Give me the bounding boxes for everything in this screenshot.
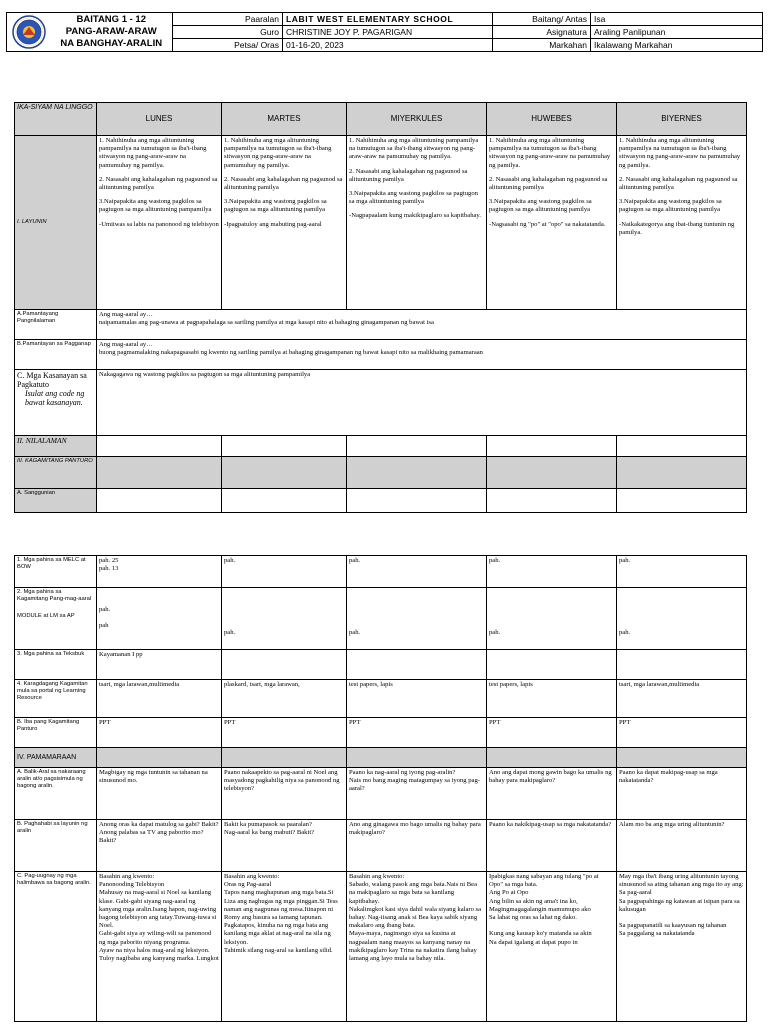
title-line-2: PANG-ARAW-ARAW [65, 26, 157, 37]
layunin-text: -Umiiwas sa labis na panonood ng telebisyon [99, 220, 219, 228]
resource-cell: pah. [347, 588, 487, 650]
pamamaraan-cell [487, 748, 617, 768]
header-title [51, 13, 173, 52]
resource-cell: plaskard, tsart, mga larawan, [222, 680, 347, 718]
procedure-cell: Paano nakaapekto sa pag-aaral ni Noel ang masyadong pagkahilig niya sa panonood ng telebisyon? [222, 768, 347, 820]
resource-cell: pah. [487, 588, 617, 650]
pamamaraan-cell [347, 748, 487, 768]
day-header-lunes: LUNES [97, 103, 222, 136]
resource-cell: tsart, mga larawan,multimedia [617, 680, 747, 718]
nilalaman-cell [97, 436, 222, 457]
layunin-text: 2. Nasasabi ang kahalagahan ng pagsunod sa alituntuning pamilya [349, 167, 468, 183]
procedure-cell: Ano ang ginagawa mo bago umalis ng bahay para makipaglaro? [347, 820, 487, 872]
kagamitang-cell [487, 457, 617, 489]
layunin-text: -Ipagpatuloy ang mabuting pag-aaral [224, 220, 322, 228]
resource-cell [347, 650, 487, 680]
resource-cell: pah. [347, 556, 487, 588]
sanggunian-cell [617, 489, 747, 513]
resource-cell: pah. pah [97, 588, 222, 650]
resource-sublabel: MODULE at LM sa AP [17, 613, 75, 619]
resource-cell: pah. [222, 556, 347, 588]
pamantayang-pangnilalaman-text [97, 310, 747, 340]
resource-cell: pah. [617, 588, 747, 650]
day-header-martes: MARTES [222, 103, 347, 136]
layunin-text: 3.Naipapakita ang wastong pagkilos sa pagtugon sa mga alituntuning pamilya [489, 198, 592, 214]
layunin-miyerkules [347, 136, 487, 310]
layunin-text: 1. Nahihinuha ang mga alituntuning pampamilya na tumutugon sa iba't-ibang sitwasyon ng pang-araw-araw na pamumuhay ng pamilya. [99, 137, 207, 169]
guro-value: CHRISTINE JOY P. PAGARIGAN [283, 26, 493, 39]
procedure-cell: Magbigay ng mga tuntunin sa tahanan na sinusunod mo. [97, 768, 222, 820]
deped-seal-icon [12, 15, 46, 49]
mga-kasanayan-label: C. Mga Kasanayan sa Pagkatuto [17, 371, 87, 389]
procedure-cell: Bakit ka pumapasok sa paaralan? Nag-aaral ka bang mabuti? Bakit? [222, 820, 347, 872]
petsa-label: Petsa/ Oras [173, 39, 283, 52]
resource-label: 1. Mga pahina sa MELC at BOW [15, 556, 97, 588]
nilalaman-cell [347, 436, 487, 457]
day-header-miyerkules: MIYERKULES [347, 103, 487, 136]
layunin-text: 3.Naipapakita ang wastong pagkilos sa pagtugon sa mga alituntuning pamilya [349, 190, 478, 206]
layunin-text: 3.Naipapakita ang wastong pagkilos sa pagtugon sa mga alituntuning pamilya [619, 198, 722, 214]
pamamaraan-cell [617, 748, 747, 768]
mga-kasanayan-label-cell [15, 370, 97, 436]
resource-cell: pah. [617, 556, 747, 588]
resource-cell: PPT [97, 718, 222, 748]
kagamitang-cell [617, 457, 747, 489]
resource-label: 3. Mga pahina sa Teksbuk [15, 650, 97, 680]
resource-cell [487, 650, 617, 680]
layunin-text: 2. Nasasabi ang kahalagahan ng pagsunod sa alituntuning pamilya [619, 175, 738, 192]
layunin-martes [222, 136, 347, 310]
day-header-huwebes: HUWEBES [487, 103, 617, 136]
procedure-cell: Anong oras ka dapat matulog sa gabi? Bakit? Anong palabas sa TV ang paborito mo? Bakit? [97, 820, 222, 872]
pamamaraan-cell [97, 748, 222, 768]
paaralan-label: Paaralan [173, 13, 283, 26]
plan-table-2 [14, 555, 747, 1022]
layunin-text: 1. Nahihinuha ang mga alituntuning pampamilya na tumutugon sa iba't-ibang sitwasyon ng pang-araw-araw na pamumuhay ng pamilya. [349, 137, 479, 161]
layunin-text: 1. Nahihinuha ang mga alituntuning pampamilya na tumutugon sa iba't-ibang sitwasyon ng pang-araw-araw na pamumuhay ng pamilya. [489, 137, 611, 169]
layunin-text: 3.Naipapakita ang wastong pagkilos sa pagtugon sa mga alituntuning pamilya [224, 198, 327, 214]
procedure-cell: Basahin ang kwento: Sabado, walang pasok ang mga bata.Nais ni Bea na makipaglaro sa mga bata sa kanilang kapitbahay. Nakalimgkot kasi siya dahil wala siyang kalaro sa bahay. Nag-iisang anak si Bea kaya sabik siyang makalaro ang ibang bata. Maya-maya, naginsngo siya sa kusina at nagpaalam nang maayos sa kanyang nanay na makikipaglaro kay Trina na nakatira ilang bahay lamang ang layo mula sa bahay nila. [347, 872, 487, 1022]
header-table [6, 12, 763, 52]
procedure-cell: Paano ka nag-aaral ng iyong pag-aralin? Nais mo bang maging matagumpay sa iyong pag-aaral? [347, 768, 487, 820]
layunin-lunes [97, 136, 222, 310]
layunin-text: 3.Naipapakita ang wastong pagkilos sa pagtugon sa mga alituntuning pampamilya [99, 198, 212, 214]
logo-cell [7, 13, 51, 52]
plan-table-1 [14, 102, 747, 513]
pamantayan-pagganap-text [97, 340, 747, 370]
title-line-3: NA BANGHAY-ARALIN [60, 38, 163, 49]
baitang-label: Baitang/ Antas [493, 13, 591, 26]
procedure-cell: Paano ka nakikipag-usap sa mga nakatatanda? [487, 820, 617, 872]
kagamitang-cell [347, 457, 487, 489]
resource-cell: test papers, lapis [487, 680, 617, 718]
markahan-label: Markahan [493, 39, 591, 52]
resource-cell: pah. [222, 588, 347, 650]
procedure-cell: Basahin ang kwento: Panonooding Telebisyon Mahusay na mag-aaral si Noel sa kanilang klase. Gabi-gabi siyang nag-aaral ng kanyang mga aralin.Isang hapon, nag-uwing bagong telebisyon ang tatay.Tuwang-tuwa si Noel. Gabi-gabi siya ay wiling-wili sa panonood ng mga paborito niyang programa. Ayaw na niya halos mag-aral ng leksiyon. Tuloy nagibaba ang kanyang marka. Lungkot [97, 872, 222, 1022]
pangnilalaman-line-1: Ang mag-aaral ay… [99, 311, 153, 318]
layunin-label: I. LAYUNIN [15, 136, 97, 310]
kagamitang-cell [97, 457, 222, 489]
resource-cell: PPT [347, 718, 487, 748]
procedure-cell: May mga iba't ibang uring alituntunin tayong sinusunod sa ating tahanan ang mga ito ay ang: Sa pag-aaral Sa pagpapahinga ng katawan at isipan para sa kalusugan Sa pagpapanatili sa kaayusan ng tahanan Sa paggalang sa nakatatanda [617, 872, 747, 1022]
layunin-text: 1. Nahihinuha ang mga alituntuning pampamilya na tumutugon sa iba't-ibang sitwasyon ng pang-araw-araw na pamumuhay ng pamilya. [619, 137, 741, 169]
procedure-label: C. Pag-uugnay ng mga halimbawa sa bagong aralin. [15, 872, 97, 1022]
layunin-biyernes [617, 136, 747, 310]
procedure-cell: Ano ang dapat mong gawin bago ka umalis ng bahay para makipaglaro? [487, 768, 617, 820]
nilalaman-cell [617, 436, 747, 457]
layunin-text: -Naikakategorya ang ibat-ibang tuntunin ng pamilya. [619, 220, 735, 236]
resource-cell [617, 650, 747, 680]
sanggunian-cell [487, 489, 617, 513]
resource-label-cell [15, 588, 97, 650]
resource-cell [222, 650, 347, 680]
asignatura-label: Asignatura [493, 26, 591, 39]
resource-cell: PPT [222, 718, 347, 748]
sanggunian-cell [222, 489, 347, 513]
resource-cell: test papers, lapis [347, 680, 487, 718]
resource-cell: PPT [487, 718, 617, 748]
procedure-label: A. Balik-Aral sa nakaraang aralin at/o pagsisimula ng bagong aralin. [15, 768, 97, 820]
pamamaraan-cell [222, 748, 347, 768]
mga-kasanayan-note: Isulat ang code ng bawat kasanayan. [25, 389, 85, 407]
layunin-text: 2. Nasasabi ang kahalagahan ng pagsunod sa alituntuning pamilya [99, 175, 218, 192]
resource-cell: tsart, mga larawan,multimedia [97, 680, 222, 718]
layunin-huwebes [487, 136, 617, 310]
kagamitang-cell [222, 457, 347, 489]
procedure-cell: Ipabigkas nang sabayan ang tulang "po at Opo" sa mga bata. Ang Po at Opo Ang bilin sa akin ng ama't ina ko, Magingmagagalangin mamumupo ako Sa lahat ng oras sa lahat ng dako. Kung ang kausap ko'y matanda sa akin Na dapat igalang at dapat pupo in [487, 872, 617, 1022]
resource-label: B. Iba pang Kagamitang Panturo [15, 718, 97, 748]
resource-cell: pah. 25 pah. 13 [97, 556, 222, 588]
sanggunian-label: A. Sanggunian [15, 489, 97, 513]
sanggunian-cell [97, 489, 222, 513]
pangnilalaman-line-2: naipamamalas ang pag-unawa at pagpapahalaga sa sariling pamilya at mga kasapi nito at bahaging ginagampanan ng bawat isa [99, 319, 434, 327]
layunin-text: 2. Nasasabi ang kahalagahan ng pagsunod sa alituntuning pamilya [489, 175, 608, 192]
pagganap-line-1: Ang mag-aaral ay… [99, 341, 153, 348]
procedure-label: B. Paghahabi sa layunin ng aralin [15, 820, 97, 872]
pamamaraan-label: IV. PAMAMARAAN [15, 748, 97, 768]
resource-cell: PPT [617, 718, 747, 748]
kagamitang-label: III. KAGAMITANG PANTURO [15, 457, 97, 489]
pamantayan-pagganap-label: B.Pamantayan sa Pagganap [15, 340, 97, 370]
title-line-1: BAITANG 1 - 12 [76, 14, 146, 25]
layunin-text: 1. Nahihinuha ang mga alituntuning pampamilya na tumutugon sa iba't-ibang sitwasyon ng pang-araw-araw na pamumuhay ng pamilya. [224, 137, 332, 169]
petsa-value: 01-16-20, 2023 [283, 39, 493, 52]
sanggunian-cell [347, 489, 487, 513]
layunin-text: -Nagpapaalam kung makikipaglaro sa kapitbahay. [349, 212, 481, 220]
pamantayang-pangnilalaman-label: A.Pamantayang Pangnilalaman [15, 310, 97, 340]
guro-label: Guro [173, 26, 283, 39]
day-header-biyernes: BIYERNES [617, 103, 747, 136]
procedure-cell: Basahin ang kwento: Oras ng Pag-aaral Tapos nang maghapunan ang mga bata.Si Liza ang naghugas ng mga pinggan.Si Tess naman ang nagpunas ng mesa.Itinapon ni Romy ang basura sa tamang tapunan. Pagkatapos, kinuha na ng mga bata ang kanilang mga aklat at nag-aral na sila ng leksiyon. Tahimik silang nag-aral sa kanilang silid. [222, 872, 347, 1022]
nilalaman-cell [487, 436, 617, 457]
baitang-value: Isa [591, 13, 763, 26]
markahan-value: Ikalawang Markahan [591, 39, 763, 52]
resource-cell: pah. [487, 556, 617, 588]
resource-cell: Kayamanan I pp [97, 650, 222, 680]
nilalaman-label: II. NILALAMAN [15, 436, 97, 457]
asignatura-value: Araling Panlipunan [591, 26, 763, 39]
procedure-cell: Alam mo ba ang mga uring alituntunin? [617, 820, 747, 872]
mga-kasanayan-text: Nakagagawa ng wastong pagkilos sa pagtugon sa mga alituntuning pampamilya [97, 370, 747, 436]
layunin-text: -Nagsasabi ng "po" at "opo" sa nakatatanda. [489, 220, 606, 228]
week-label: IKA-SIYAM NA LINGGO [15, 103, 97, 136]
resource-label: 2. Mga pahina sa Kagamitang Pang-mag-aaral [17, 589, 92, 602]
procedure-cell: Paano ka dapat makipag-usap sa mga nakatatanda? [617, 768, 747, 820]
resource-label: 4. Karagdagang Kagamitan mula sa portal ng Learning Resource [15, 680, 97, 718]
layunin-text: 2. Nasasabi ang kahalagahan ng pagsunod sa alituntuning pamilya [224, 175, 343, 192]
pagganap-line-2: buong pagmamalaking nakapagsasabi ng kwento ng sariling pamilya at bahaging ginagampanan ng bawat kasapi nito sa malikhaing pamamaraan [99, 349, 483, 357]
paaralan-value: LABIT WEST ELEMENTARY SCHOOL [283, 13, 493, 26]
nilalaman-cell [222, 436, 347, 457]
